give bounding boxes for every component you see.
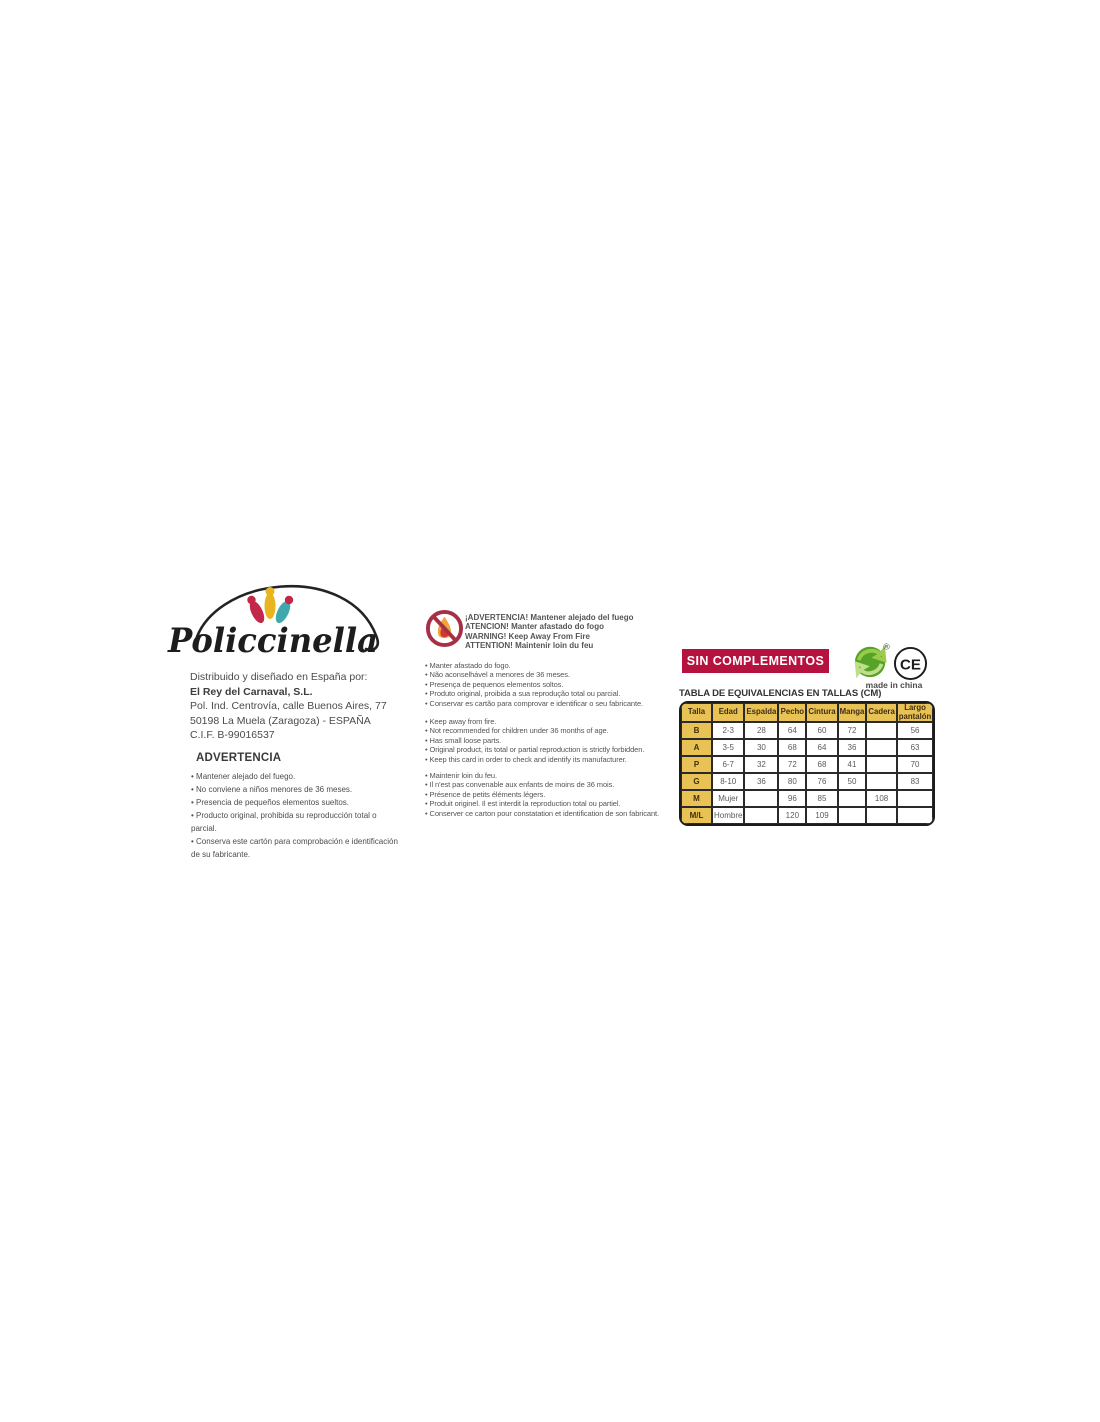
advertencia-list	[191, 770, 403, 861]
distributor-intro: Distribuido y diseñado en España por:	[190, 671, 368, 683]
logo-wordmark: Policcinella	[167, 621, 378, 661]
size-table-header-cell: Cintura	[806, 703, 837, 722]
size-table-row	[681, 756, 933, 773]
size-table-header-cell: Cadera	[866, 703, 896, 722]
warning-item-en: • Keep this card in order to check and identify its manufacturer.	[425, 755, 667, 764]
size-table-cell: 8-10	[712, 773, 744, 790]
warning-item-es: • Producto original, prohibida su reproducción total o parcial.	[191, 809, 403, 835]
green-dot-recycle-icon	[853, 642, 891, 680]
no-fire-icon	[425, 609, 464, 648]
size-table-cell: 36	[838, 739, 867, 756]
warnings-portuguese	[425, 661, 667, 708]
size-table-cell	[838, 790, 867, 807]
size-table-cell: 72	[778, 756, 806, 773]
size-table-cell: 109	[806, 807, 837, 824]
size-table-header-cell: Pecho	[778, 703, 806, 722]
warning-item-pt: • Presença de pequenos elementos soltos.	[425, 680, 667, 689]
size-table-cell: 56	[897, 722, 933, 739]
sin-complementos-banner: SIN COMPLEMENTOS	[682, 649, 829, 673]
warning-item-fr: • Produit originel. Il est interdit la reproduction total ou partiel.	[425, 799, 667, 808]
size-table-cell: 108	[866, 790, 896, 807]
size-table-cell: 68	[806, 756, 837, 773]
size-table-cell	[897, 790, 933, 807]
size-table-cell	[744, 807, 778, 824]
size-table-cell: 80	[778, 773, 806, 790]
size-table-cell: 60	[806, 722, 837, 739]
size-table-cell: P	[681, 756, 712, 773]
size-table-cell: Mujer	[712, 790, 744, 807]
size-equivalence-table	[679, 701, 935, 826]
size-table-cell	[866, 807, 896, 824]
warnings-french	[425, 771, 667, 818]
size-table-header-cell: Edad	[712, 703, 744, 722]
size-table-header-cell: Espalda	[744, 703, 778, 722]
size-table-cell: 64	[806, 739, 837, 756]
warning-item-en: • Not recommended for children under 36 months of age.	[425, 726, 667, 735]
warning-item-es: • Conserva este cartón para comprobación e identificación de su fabricante.	[191, 835, 403, 861]
size-table-cell: 120	[778, 807, 806, 824]
distributor-address2: 50198 La Muela (Zaragoza) - ESPAÑA	[190, 714, 371, 727]
distributor-address1: Pol. Ind. Centrovía, calle Buenos Aires, 77	[190, 700, 387, 713]
size-table-cell	[866, 722, 896, 739]
size-table-cell: G	[681, 773, 712, 790]
size-table-cell: 63	[897, 739, 933, 756]
warning-item-es: • Presencia de pequeños elementos sueltos.	[191, 796, 403, 809]
warning-header-line: ATTENTION! Maintenir loin du feu	[465, 641, 594, 651]
size-table-header-cell: Talla	[681, 703, 712, 722]
size-table-title: TABLA DE EQUIVALENCIAS EN TALLAS (CM)	[679, 688, 882, 699]
size-table-cell	[866, 739, 896, 756]
warning-item-en: • Keep away from fire.	[425, 717, 667, 726]
warning-item-pt: • Manter afastado do fogo.	[425, 661, 667, 670]
ce-mark-icon	[893, 646, 928, 681]
size-table-cell: 72	[838, 722, 867, 739]
svg-text:CE: CE	[900, 656, 921, 674]
size-table-cell: B	[681, 722, 712, 739]
advertencia-title: ADVERTENCIA	[196, 752, 282, 764]
size-table-cell: 50	[838, 773, 867, 790]
size-table-cell: 36	[744, 773, 778, 790]
size-table-cell: 76	[806, 773, 837, 790]
size-table-cell	[897, 807, 933, 824]
registered-trademark-icon: ®	[883, 642, 890, 652]
size-table-body	[681, 722, 933, 824]
size-table-header-cell: Largo pantalón	[898, 703, 932, 721]
warning-item-fr: • Il n'est pas convenable aux enfants de moins de 36 mois.	[425, 780, 667, 789]
size-table-header-row	[681, 703, 933, 722]
warning-header-line: ATENCION! Manter afastado do fogo	[465, 622, 604, 632]
distributor-cif: C.I.F. B-99016537	[190, 729, 275, 742]
distributor-info	[190, 670, 405, 743]
made-in-china-label: made in china	[865, 680, 923, 690]
size-table-cell: M	[681, 790, 712, 807]
size-table-cell	[866, 756, 896, 773]
size-table-cell: 6-7	[712, 756, 744, 773]
size-table-cell: 3-5	[712, 739, 744, 756]
size-table-cell	[838, 807, 867, 824]
size-table-row	[681, 739, 933, 756]
size-table-cell	[744, 790, 778, 807]
size-table-cell: 41	[838, 756, 867, 773]
size-table-row	[681, 722, 933, 739]
size-table-cell: 83	[897, 773, 933, 790]
warning-item-pt: • Não aconselhável a menores de 36 meses.	[425, 670, 667, 679]
warning-item-pt: • Produto original, proibida a sua reprodução total ou parcial.	[425, 689, 667, 698]
size-table-cell	[866, 773, 896, 790]
size-table-cell: 28	[744, 722, 778, 739]
size-table-cell: 68	[778, 739, 806, 756]
size-table-row	[681, 773, 933, 790]
size-table-cell: Hombre	[712, 807, 744, 824]
multilanguage-warning-header	[465, 613, 655, 651]
size-table-cell: 32	[744, 756, 778, 773]
warnings-english	[425, 717, 667, 764]
size-table-row	[681, 807, 933, 824]
warning-item-en: • Has small loose parts.	[425, 736, 667, 745]
size-table-header-cell: Manga	[838, 703, 867, 722]
distributor-company: El Rey del Carnaval, S.L.	[190, 685, 313, 698]
warning-header-line: ¡ADVERTENCIA! Mantener alejado del fuego	[465, 613, 634, 622]
warning-item-es: • Mantener alejado del fuego.	[191, 770, 403, 783]
warning-item-en: • Original product, its total or partial reproduction is strictly forbidden.	[425, 745, 667, 754]
warning-item-fr: • Présence de petits éléments légers.	[425, 790, 667, 799]
warning-item-pt: • Conservar es cartão para comprovar e identificar o seu fabricante.	[425, 699, 667, 708]
size-table-cell: 2-3	[712, 722, 744, 739]
policcinella-logo	[164, 558, 396, 662]
warning-item-fr: • Maintenir loin du feu.	[425, 771, 667, 780]
size-table-cell: 96	[778, 790, 806, 807]
warning-header-line: WARNING! Keep Away From Fire	[465, 631, 590, 641]
size-table-cell: 85	[806, 790, 837, 807]
size-table-cell: 70	[897, 756, 933, 773]
warning-item-es: • No conviene a niños menores de 36 meses.	[191, 783, 403, 796]
warning-item-fr: • Conserver ce carton pour constatation et identification de son fabricant.	[425, 809, 667, 818]
size-table-cell: 30	[744, 739, 778, 756]
size-table-row	[681, 790, 933, 807]
size-table-cell: A	[681, 739, 712, 756]
size-table-cell: 64	[778, 722, 806, 739]
size-table-cell: M/L	[681, 807, 712, 824]
